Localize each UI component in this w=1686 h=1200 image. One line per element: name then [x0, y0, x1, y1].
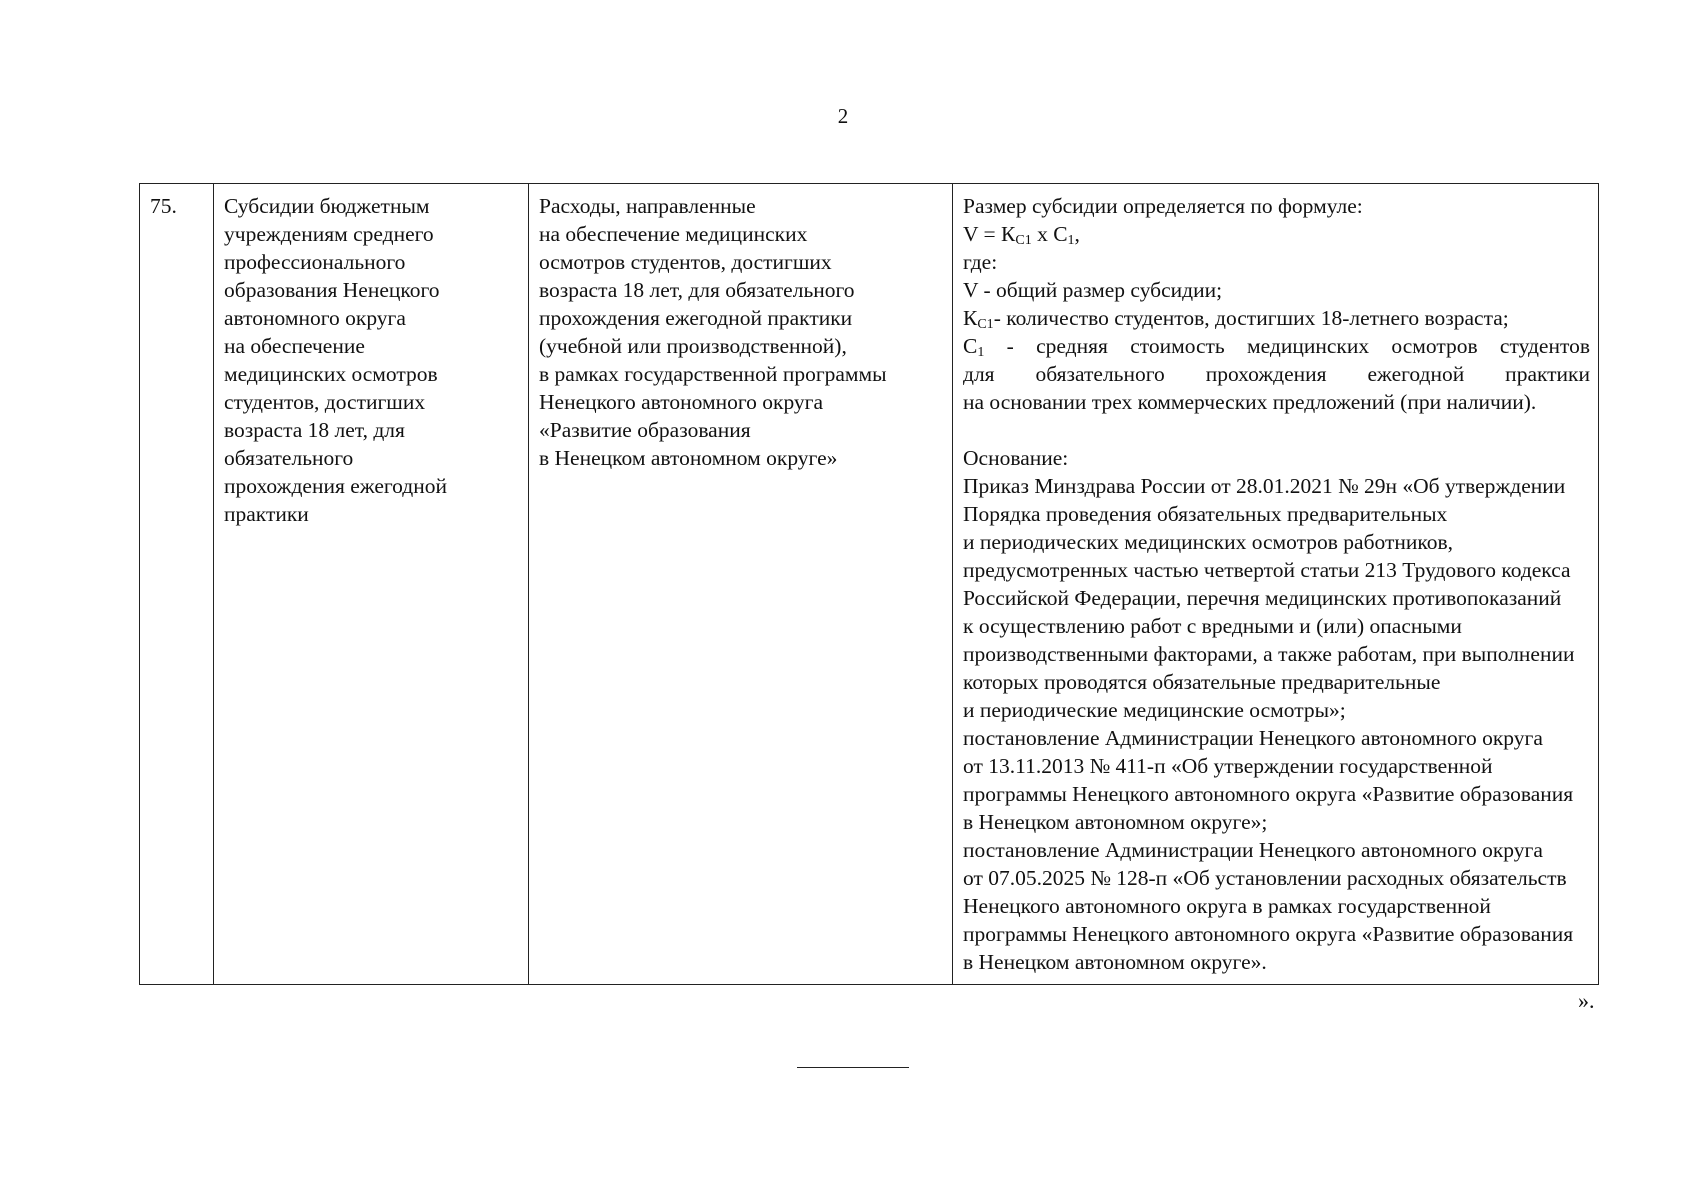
- subsidy-name-line: профессионального: [224, 250, 406, 274]
- basis-line: программы Ненецкого автономного округа «Развитие образования: [963, 782, 1574, 806]
- definition-k-text: - количество студентов, достигших 18-летнего возраста;: [993, 306, 1509, 330]
- formula-end: ,: [1074, 222, 1080, 246]
- definition-c-text: - средняя стоимость медицинских осмотров студентов: [984, 334, 1590, 358]
- expense-description-line: Ненецкого автономного округа: [539, 390, 824, 414]
- definition-c-line1: [963, 332, 1590, 360]
- definition-k: [963, 304, 1590, 332]
- expense-description-line: в Ненецком автономном округе»: [539, 446, 838, 470]
- formula: [963, 220, 1590, 248]
- definition-k-subscript: С1: [977, 317, 994, 332]
- basis-label: Основание:: [963, 446, 1069, 470]
- subsidy-name-line: медицинских осмотров: [224, 362, 438, 386]
- where-label: где:: [963, 250, 998, 274]
- basis-line: от 07.05.2025 № 128-п «Об установлении расходных обязательств: [963, 866, 1567, 890]
- table-row: [140, 184, 1599, 985]
- paragraph-gap: [963, 416, 1590, 444]
- expense-description-line: «Развитие образования: [539, 418, 751, 442]
- subsidy-name-line: на обеспечение: [224, 334, 365, 358]
- basis-line: и периодические медицинские осмотры»;: [963, 698, 1346, 722]
- expense-description-line: (учебной или производственной),: [539, 334, 847, 358]
- basis-line: от 13.11.2013 № 411-п «Об утверждении государственной: [963, 754, 1493, 778]
- subsidy-name-line: Субсидии бюджетным: [224, 194, 430, 218]
- basis-line: Порядка проведения обязательных предварительных: [963, 502, 1448, 526]
- subsidy-name-line: автономного округа: [224, 306, 406, 330]
- basis-line: в Ненецком автономном округе».: [963, 950, 1267, 974]
- row-number: 75.: [150, 194, 177, 218]
- definition-v: V - общий размер субсидии;: [963, 278, 1223, 302]
- expense-description-cell: [529, 184, 953, 985]
- basis-line: и периодических медицинских осмотров работников,: [963, 530, 1454, 554]
- formula-v: V = К: [963, 222, 1016, 246]
- basis-line: в Ненецком автономном округе»;: [963, 810, 1268, 834]
- calculation-cell: [953, 184, 1599, 985]
- basis-line: Российской Федерации, перечня медицинских противопоказаний: [963, 586, 1562, 610]
- basis-line: программы Ненецкого автономного округа «Развитие образования: [963, 922, 1574, 946]
- expense-description-line: осмотров студентов, достигших: [539, 250, 832, 274]
- formula-intro: Размер субсидии определяется по формуле:: [963, 194, 1363, 218]
- subsidy-name-line: образования Ненецкого: [224, 278, 440, 302]
- basis-line: к осуществлению работ с вредными и (или) опасными: [963, 614, 1462, 638]
- basis-line: производственными факторами, а также работам, при выполнении: [963, 642, 1575, 666]
- definition-k-symbol: К: [963, 306, 978, 330]
- subsidy-name-line: учреждениям среднего: [224, 222, 434, 246]
- expense-description-line: на обеспечение медицинских: [539, 222, 808, 246]
- subsidy-name-line: обязательного: [224, 446, 354, 470]
- definition-c-line3: на основании трех коммерческих предложений (при наличии).: [963, 390, 1537, 414]
- subsidy-name-line: прохождения ежегодной: [224, 474, 447, 498]
- subsidy-name-cell: [214, 184, 529, 985]
- formula-subscript-c1: С1: [1015, 233, 1032, 248]
- footer-divider: [797, 1067, 909, 1068]
- subsidy-name-line: студентов, достигших: [224, 390, 426, 414]
- definition-c-symbol: С: [963, 334, 978, 358]
- subsidy-table: [139, 183, 1599, 985]
- basis-line: которых проводятся обязательные предварительные: [963, 670, 1441, 694]
- formula-mid: х С: [1031, 222, 1068, 246]
- subsidy-name-line: возраста 18 лет, для: [224, 418, 405, 442]
- formula-subscript-1: 1: [1067, 233, 1075, 248]
- subsidy-name-line: практики: [224, 502, 309, 526]
- basis-line: предусмотренных частью четвертой статьи 213 Трудового кодекса: [963, 558, 1571, 582]
- basis-line: постановление Администрации Ненецкого автономного округа: [963, 838, 1543, 862]
- expense-description-line: возраста 18 лет, для обязательного: [539, 278, 855, 302]
- page-number: 2: [837, 104, 849, 128]
- basis-line: Ненецкого автономного округа в рамках государственной: [963, 894, 1491, 918]
- expense-description-line: Расходы, направленные: [539, 194, 756, 218]
- expense-description-line: прохождения ежегодной практики: [539, 306, 853, 330]
- basis-line: постановление Администрации Ненецкого автономного округа: [963, 726, 1543, 750]
- expense-description-line: в рамках государственной программы: [539, 362, 887, 386]
- basis-line: Приказ Минздрава России от 28.01.2021 № 29н «Об утверждении: [963, 474, 1566, 498]
- row-number-cell: [140, 184, 214, 985]
- definition-c-line2: для обязательного прохождения ежегодной практики: [963, 362, 1590, 386]
- definition-c-subscript: 1: [977, 345, 985, 360]
- closing-quote: ».: [1578, 988, 1595, 1013]
